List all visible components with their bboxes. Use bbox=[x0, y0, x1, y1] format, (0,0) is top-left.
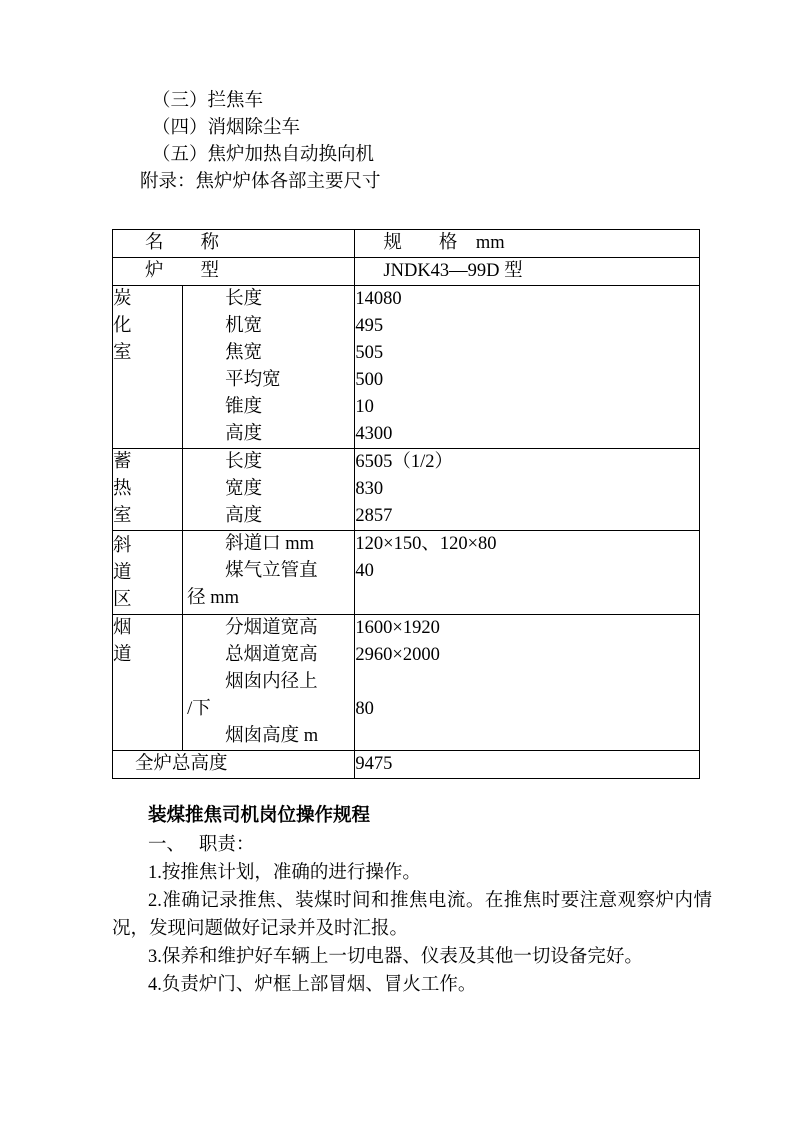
furnace-spec-table bbox=[112, 229, 700, 779]
item-value: 10 bbox=[355, 397, 374, 417]
group-items-carbonization-chamber bbox=[183, 286, 355, 449]
group-label-char: 室 bbox=[113, 506, 132, 526]
item-value bbox=[355, 723, 699, 750]
group-values-regenerator bbox=[355, 449, 700, 531]
item-value: 495 bbox=[355, 316, 384, 336]
item-label: 煤气立管直 bbox=[225, 561, 318, 581]
table-row bbox=[113, 258, 700, 286]
group-label-regenerator bbox=[113, 449, 183, 531]
group-values-flue bbox=[355, 615, 700, 751]
group-label-char: 道 bbox=[113, 645, 132, 665]
group-label-char: 炭 bbox=[113, 289, 132, 309]
row-value-furnace-type: JNDK43—99D 型 bbox=[355, 258, 700, 286]
group-items-regenerator bbox=[183, 449, 355, 531]
paragraph-2: 2.准确记录推焦、装煤时间和推焦电流。在推焦时要注意观察炉内情况，发现问题做好记录并及时汇报。 bbox=[112, 891, 712, 939]
item-value: 2857 bbox=[355, 506, 393, 526]
paragraph-4: 4.负责炉门、炉框上部冒烟、冒火工作。 bbox=[148, 975, 477, 995]
item-label: 长度 bbox=[225, 452, 263, 472]
row-value-total-height: 9475 bbox=[355, 751, 700, 779]
item-value: 500 bbox=[355, 370, 384, 390]
item-label: 烟囱高度 m bbox=[225, 726, 319, 746]
item-label: 宽度 bbox=[225, 479, 263, 499]
item-value bbox=[355, 585, 699, 612]
group-values-carbonization-chamber bbox=[355, 286, 700, 449]
intro-line-2: （四）消烟除尘车 bbox=[152, 118, 301, 138]
group-label-carbonization-chamber bbox=[113, 286, 183, 449]
item-label: 高度 bbox=[225, 424, 263, 444]
group-label-inclined-passage bbox=[113, 531, 183, 615]
table-row bbox=[113, 449, 700, 531]
item-label-wrap: 径 mm bbox=[187, 588, 240, 608]
item-label-wrap: /下 bbox=[187, 699, 211, 719]
item-label: 机宽 bbox=[225, 316, 263, 336]
section-heading-duties: 一、 职责： bbox=[148, 835, 255, 855]
item-value: 6505（1/2） bbox=[355, 452, 454, 472]
group-label-char: 化 bbox=[113, 316, 132, 336]
item-label: 斜道口 mm bbox=[225, 534, 315, 554]
operating-procedure-section bbox=[112, 802, 712, 999]
item-label: 烟囱内径上 bbox=[225, 672, 318, 692]
row-label-total-height: 全炉总高度 bbox=[113, 751, 355, 779]
item-label: 焦宽 bbox=[225, 343, 263, 363]
item-label: 分烟道宽高 bbox=[225, 618, 318, 638]
item-value: 1600×1920 bbox=[355, 618, 440, 638]
table-row bbox=[113, 286, 700, 449]
group-label-char: 道 bbox=[113, 563, 132, 583]
item-label: 高度 bbox=[225, 506, 263, 526]
group-label-char: 烟 bbox=[113, 618, 132, 638]
group-label-char: 热 bbox=[113, 479, 132, 499]
table-header-row bbox=[113, 230, 700, 258]
table-row bbox=[113, 751, 700, 779]
page-title: 装煤推焦司机岗位操作规程 bbox=[148, 806, 371, 826]
paragraph-1: 1.按推焦计划，准确的进行操作。 bbox=[148, 863, 421, 883]
header-cell-spec: 规 格 mm bbox=[355, 230, 700, 258]
item-value: 505 bbox=[355, 343, 384, 363]
item-label: 长度 bbox=[225, 289, 263, 309]
table-row bbox=[113, 615, 700, 751]
item-value: 80 bbox=[355, 699, 374, 719]
item-value: 2960×2000 bbox=[355, 645, 440, 665]
intro-line-3: （五）焦炉加热自动换向机 bbox=[152, 145, 375, 165]
item-label: 锥度 bbox=[225, 397, 263, 417]
group-label-flue bbox=[113, 615, 183, 751]
item-label: 平均宽 bbox=[225, 370, 281, 390]
table-row bbox=[113, 531, 700, 615]
intro-list bbox=[112, 88, 712, 196]
group-items-inclined-passage bbox=[183, 531, 355, 615]
item-value: 14080 bbox=[355, 289, 402, 309]
group-label-char: 蓄 bbox=[113, 452, 132, 472]
item-value: 4300 bbox=[355, 424, 393, 444]
header-cell-name: 名 称 bbox=[113, 230, 355, 258]
group-label-char: 区 bbox=[113, 590, 132, 610]
appendix-line: 附录：焦炉炉体各部主要尺寸 bbox=[140, 172, 381, 192]
paragraph-3: 3.保养和维护好车辆上一切电器、仪表及其他一切设备完好。 bbox=[148, 947, 643, 967]
item-value bbox=[355, 669, 699, 696]
intro-line-1: （三）拦焦车 bbox=[152, 91, 264, 111]
group-label-char: 室 bbox=[113, 343, 132, 363]
item-label: 总烟道宽高 bbox=[225, 645, 318, 665]
item-value: 830 bbox=[355, 479, 384, 499]
item-value: 120×150、120×80 bbox=[355, 534, 497, 554]
group-label-char: 斜 bbox=[113, 536, 132, 556]
group-items-flue bbox=[183, 615, 355, 751]
row-label-furnace-type: 炉 型 bbox=[113, 258, 355, 286]
item-value: 40 bbox=[355, 561, 374, 581]
group-values-inclined-passage bbox=[355, 531, 700, 615]
